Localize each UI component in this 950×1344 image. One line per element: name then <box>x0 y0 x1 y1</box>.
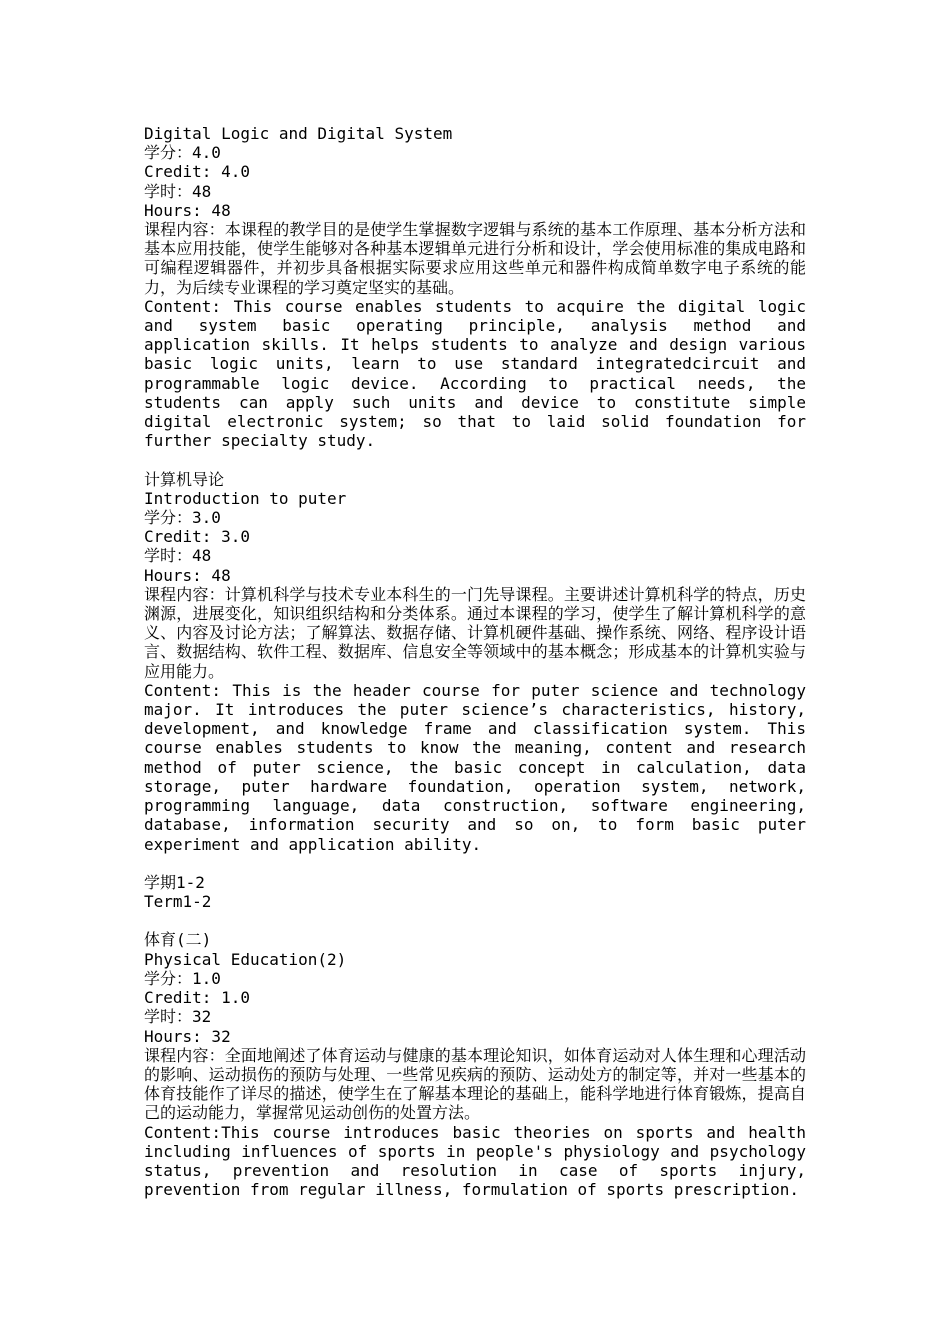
content-en: Content: This course enables students to acquire the digital logic and system basic operating principle, analysis method and application skills. It helps students to analyze and design various basic logic units, learn to use standard integratedcircuit and programmable logic device. According to practical needs, the students can apply such units and device to constitute simple digital electronic system; so that to laid solid foundation for further specialty study. <box>144 296 806 451</box>
term-en: Term1-2 <box>144 892 212 912</box>
course-title-en: Physical Education(2) <box>144 949 347 969</box>
content-en: Content:This course introduces basic theories on sports and health including influences of sports in people's physiology and psychology status, prevention and resolution in case of sports injury, prevention from regular illness, formulation of sports prescription. <box>144 1122 806 1200</box>
course-title-en: Digital Logic and Digital System <box>144 124 453 143</box>
spacer <box>144 854 806 873</box>
hours-en: Hours: 32 <box>144 1026 231 1046</box>
credit-cn: 学分：4.0 <box>144 143 221 163</box>
credit-cn: 学分：1.0 <box>144 968 221 988</box>
content-cn: 课程内容：本课程的教学目的是使学生掌握数字逻辑与系统的基本工作原理、基本分析方法和基本应用技能，使学生能够对各种基本逻辑单元进行分析和设计，学会使用标准的集成电路和可编程逻辑器件，并初步具备根据实际要求应用这些单元和器件构成简单数字电子系统的能力，为后续专业课程的学习奠定坚实的基础。 <box>144 220 806 297</box>
spacer <box>144 911 806 930</box>
course-physical-education <box>144 930 806 1199</box>
course-title-cn: 体育(二) <box>144 930 212 950</box>
spacer <box>144 450 806 469</box>
credit-cn: 学分：3.0 <box>144 508 221 528</box>
course-title-cn: 计算机导论 <box>144 469 225 489</box>
term-heading <box>144 873 806 911</box>
credit-en: Credit: 4.0 <box>144 162 250 182</box>
hours-en: Hours: 48 <box>144 565 231 585</box>
course-intro-computer <box>144 470 806 854</box>
content-en: Content: This is the header course for puter science and technology major. It introduces the puter science’s characteristics, history, development, and knowledge frame and classification system. This course enables students to know the meaning, content and research method of puter science, the basic concept in calculation, data storage, puter hardware foundation, operation system, network, programming language, data construction, software engineering, database, information security and so on, to form basic puter experiment and application ability. <box>144 680 806 854</box>
document-page <box>144 124 806 1199</box>
credit-en: Credit: 1.0 <box>144 988 250 1008</box>
hours-cn: 学时：48 <box>144 546 212 566</box>
credit-en: Credit: 3.0 <box>144 527 250 547</box>
hours-cn: 学时：32 <box>144 1007 212 1027</box>
hours-cn: 学时：48 <box>144 181 212 201</box>
content-cn: 课程内容：全面地阐述了体育运动与健康的基本理论知识，如体育运动对人体生理和心理活动的影响、运动损伤的预防与处理、一些常见疾病的预防、运动处方的制定等，并对一些基本的体育技能作了详尽的描述，使学生在了解基本理论的基础上，能科学地进行体育锻炼，提高自己的运动能力，掌握常见运动创伤的处置方法。 <box>144 1045 806 1123</box>
hours-en: Hours: 48 <box>144 200 231 220</box>
term-cn: 学期1-2 <box>144 872 205 892</box>
content-cn: 课程内容：计算机科学与技术专业本科生的一门先导课程。主要讲述计算机科学的特点，历史渊源，进展变化，知识组织结构和分类体系。通过本课程的学习，使学生了解计算机科学的意义、内容及讨论方法；了解算法、数据存储、计算机硬件基础、操作系统、网络、程序设计语言、数据结构、软件工程、数据库、信息安全等领域中的基本概念；形成基本的计算机实验与应用能力。 <box>144 584 806 681</box>
course-title-en: Introduction to puter <box>144 488 347 508</box>
course-digital-logic <box>144 124 806 450</box>
